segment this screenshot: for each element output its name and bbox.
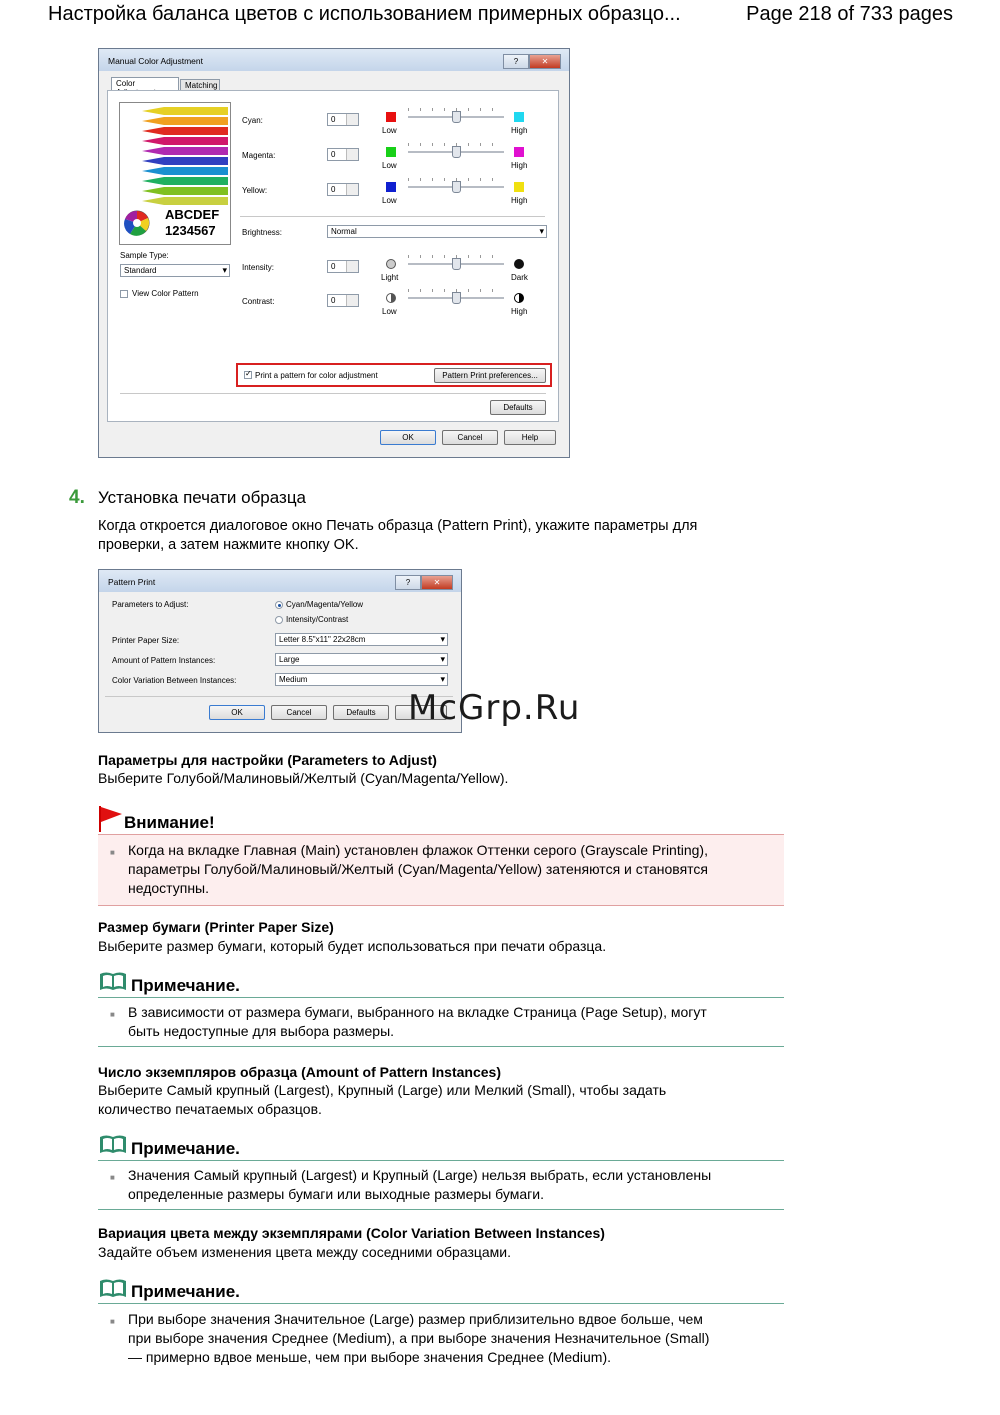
paper-title: Размер бумаги (Printer Paper Size) — [98, 919, 334, 935]
note2-line1: Значения Самый крупный (Largest) и Крупный (Large) нельзя выбрать, если установлены — [128, 1167, 712, 1183]
dialog-body — [105, 592, 453, 724]
intensity-dark-icon — [514, 259, 524, 269]
book-icon — [99, 1278, 127, 1298]
brightness-label: Brightness: — [242, 228, 283, 237]
yellow-high-label: High — [511, 196, 528, 205]
params-label: Parameters to Adjust: — [112, 600, 189, 609]
intensity-light-icon — [386, 259, 396, 269]
contrast-low-icon — [386, 293, 396, 303]
intensity-high-label: Dark — [511, 273, 528, 282]
yellow-low-swatch — [386, 182, 396, 192]
caution-line3: недоступны. — [128, 880, 209, 896]
help-button[interactable]: Help — [504, 430, 556, 445]
note2-line2: определенные размеры бумаги или выходные размеры бумаги. — [128, 1186, 544, 1202]
variation-title: Вариация цвета между экземплярами (Color Variation Between Instances) — [98, 1225, 605, 1241]
defaults-button[interactable]: Defaults — [333, 705, 389, 720]
window-controls — [503, 54, 561, 69]
tab-matching[interactable]: Matching — [180, 79, 220, 90]
window-controls — [395, 575, 453, 590]
note1-line2: быть недоступные для выбора размеры. — [128, 1023, 395, 1039]
contrast-high-label: High — [511, 307, 528, 316]
print-pattern-label: Print a pattern for color adjustment — [255, 371, 378, 380]
cyan-low-swatch — [386, 112, 396, 122]
book-icon — [99, 971, 127, 991]
paper-text: Выберите размер бумаги, который будет использоваться при печати образца. — [98, 938, 607, 954]
divider — [240, 216, 545, 217]
tab-color-adjustment[interactable]: Color — [111, 77, 179, 90]
cyan-high-label: High — [511, 126, 528, 135]
amount-line2: количество печатаемых образцов. — [98, 1101, 322, 1117]
bullet-icon — [110, 1004, 118, 1012]
contrast-label: Contrast: — [242, 297, 275, 306]
note2-title: Примечание. — [131, 1139, 240, 1158]
yellow-high-swatch — [514, 182, 524, 192]
note3-line1: При выборе значения Значительное (Large) размер приблизительно вдвое больше, чем — [128, 1311, 703, 1327]
magenta-high-label: High — [511, 161, 528, 170]
cyan-slider[interactable] — [408, 108, 504, 122]
note1-title: Примечание. — [131, 976, 240, 995]
sample-text-letters: ABCDEF — [165, 207, 220, 222]
yellow-low-label: Low — [382, 196, 397, 205]
note3-line2: при выборе значения Среднее (Medium), а при выборе значения Незначительное (Small) — [128, 1330, 710, 1346]
bullet-icon — [110, 842, 118, 850]
caution-line1: Когда на вкладке Главная (Main) установлен флажок Оттенки серого (Grayscale Printing), — [128, 842, 708, 858]
ok-button[interactable]: OK — [380, 430, 436, 445]
manual-color-adjustment-dialog — [98, 48, 570, 458]
cyan-spinner[interactable]: 0 — [327, 113, 359, 126]
intensity-low-label: Light — [381, 273, 399, 282]
intensity-slider[interactable] — [408, 255, 504, 269]
magenta-low-swatch — [386, 147, 396, 157]
tab-panel — [107, 90, 559, 422]
variation-select[interactable]: Medium ▾ — [275, 673, 448, 686]
intensity-label: Intensity: — [242, 263, 275, 272]
cancel-button[interactable]: Cancel — [442, 430, 498, 445]
caution-flag-icon — [98, 806, 124, 832]
magenta-high-swatch — [514, 147, 524, 157]
params-title: Параметры для настройки (Parameters to Adjust) — [98, 752, 437, 768]
note1-top-line — [98, 997, 784, 998]
view-color-pattern-label: View Color Pattern — [132, 289, 199, 298]
step-title: Установка печати образца — [98, 488, 307, 507]
yellow-spinner[interactable]: 0 — [327, 183, 359, 196]
cyan-label: Cyan: — [242, 116, 263, 125]
brightness-select[interactable]: Normal ▾ — [327, 225, 547, 238]
radio-intensity-contrast[interactable] — [275, 616, 283, 624]
contrast-spinner[interactable]: 0 — [327, 294, 359, 307]
magenta-label: Magenta: — [242, 151, 276, 160]
variation-label: Color Variation Between Instances: — [112, 676, 237, 685]
params-text: Выберите Голубой/Малиновый/Желтый (Cyan/Magenta/Yellow). — [98, 770, 509, 786]
divider — [120, 393, 546, 394]
cancel-button[interactable]: Cancel — [271, 705, 327, 720]
magenta-spinner[interactable]: 0 — [327, 148, 359, 161]
note3-top-line — [98, 1303, 784, 1304]
dialog-title: Manual Color Adjustment — [108, 56, 203, 66]
magenta-low-label: Low — [382, 161, 397, 170]
variation-text: Задайте объем изменения цвета между соседними образцами. — [98, 1244, 512, 1260]
step-text-line1: Когда откроется диалоговое окно Печать образца (Pattern Print), укажите параметры для — [98, 518, 698, 534]
amount-line1: Выберите Самый крупный (Largest), Крупный (Large) или Мелкий (Small), чтобы задать — [98, 1082, 667, 1098]
note1-bottom-line — [98, 1046, 784, 1047]
paper-size-label: Printer Paper Size: — [112, 636, 180, 645]
book-icon — [99, 1134, 127, 1154]
contrast-low-label: Low — [382, 307, 397, 316]
print-pattern-checkbox[interactable]: ✓ — [245, 369, 252, 378]
radio-cmy-label: Cyan/Magenta/Yellow — [286, 600, 364, 609]
magenta-slider[interactable] — [408, 143, 504, 157]
sample-type-label: Sample Type: — [120, 251, 169, 260]
contrast-slider[interactable] — [408, 289, 504, 303]
bullet-icon — [110, 1311, 118, 1319]
contrast-high-icon — [514, 293, 524, 303]
step-number: 4. — [69, 487, 85, 508]
dialog-title: Pattern Print — [108, 577, 156, 587]
view-color-pattern-checkbox[interactable] — [120, 290, 128, 298]
close-icon[interactable]: ✕ — [529, 54, 561, 69]
sample-preview — [119, 102, 231, 245]
pattern-print-preferences-button[interactable]: Pattern Print preferences... — [434, 368, 546, 383]
sample-text-numbers: 1234567 — [165, 223, 216, 238]
note1-line1: В зависимости от размера бумаги, выбранного на вкладке Страница (Page Setup), могут — [128, 1004, 707, 1020]
help-icon[interactable]: ? — [503, 54, 529, 69]
intensity-spinner[interactable]: 0 — [327, 260, 359, 273]
amount-title: Число экземпляров образца (Amount of Pattern Instances) — [98, 1064, 501, 1080]
cyan-low-label: Low — [382, 126, 397, 135]
bullet-icon — [110, 1167, 118, 1175]
page-header-title: Настройка баланса цветов с использованием примерных образцо... — [48, 3, 681, 25]
defaults-button[interactable]: Defaults — [490, 400, 546, 415]
page-number: Page 218 of 733 pages — [746, 3, 953, 25]
close-icon[interactable]: ✕ — [421, 575, 453, 590]
yellow-label: Yellow: — [242, 186, 268, 195]
sample-type-select[interactable]: Standard ▾ — [120, 264, 230, 277]
cyan-high-swatch — [514, 112, 524, 122]
amount-select[interactable]: Large ▾ — [275, 653, 448, 666]
radio-ic-label: Intensity/Contrast — [286, 615, 349, 624]
yellow-slider[interactable] — [408, 178, 504, 192]
radio-cyan-magenta-yellow[interactable] — [275, 601, 283, 609]
ok-button[interactable]: OK — [209, 705, 265, 720]
paper-size-select[interactable]: Letter 8.5"x11" 22x28cm ▾ — [275, 633, 448, 646]
help-icon[interactable]: ? — [395, 575, 421, 590]
caution-line2: параметры Голубой/Малиновый/Желтый (Cyan/Magenta/Yellow) затеняются и становятся — [128, 861, 709, 877]
amount-label: Amount of Pattern Instances: — [112, 656, 216, 665]
watermark: McGrp.Ru — [408, 688, 581, 728]
note2-top-line — [98, 1160, 784, 1161]
step-text-line2: проверки, а затем нажмите кнопку OK. — [98, 537, 359, 553]
divider — [105, 696, 453, 697]
caution-title: Внимание! — [124, 813, 215, 832]
note3-title: Примечание. — [131, 1282, 240, 1301]
note3-line3: — примерно вдвое меньше, чем при выборе значения Среднее (Medium). — [128, 1349, 612, 1365]
note2-bottom-line — [98, 1209, 784, 1210]
